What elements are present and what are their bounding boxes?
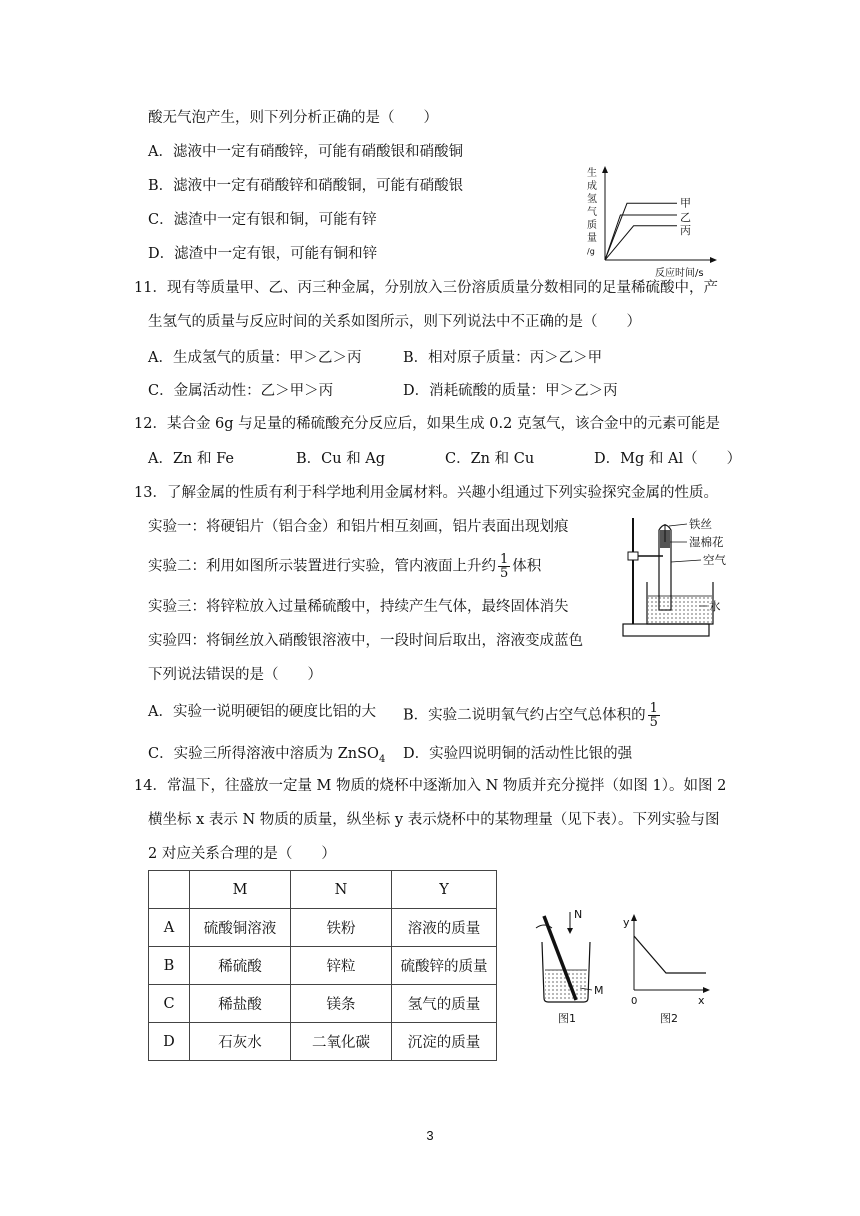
q11-y-label-char: /g <box>587 247 595 256</box>
table-cell: 稀硫酸 <box>190 947 291 985</box>
beaker-water <box>648 596 712 623</box>
down-arrow-icon <box>567 928 573 934</box>
page-number: 3 <box>426 1128 434 1143</box>
table-header-cell: Y <box>392 871 497 909</box>
q13-exp2-text: 实验二：利用如图所示装置进行实验，管内液面上升约 <box>148 558 496 575</box>
table-cell: 溶液的质量 <box>392 909 497 947</box>
q14-figure-1 <box>520 908 620 1028</box>
q13-apparatus-figure <box>615 512 740 642</box>
label-n: N <box>574 908 583 921</box>
q11-series-line <box>605 215 677 260</box>
q14-stem-line1: 14．常温下，往盛放一定量 M 物质的烧杯中逐渐加入 N 物质并充分搅拌（如图 1）。如图 2 <box>134 778 727 794</box>
q11-option-d: D．消耗硫酸的质量：甲＞乙＞丙 <box>403 383 618 399</box>
table-cell: D <box>149 1023 190 1061</box>
table-cell: C <box>149 985 190 1023</box>
table-header-cell: N <box>291 871 392 909</box>
q11-y-label-char: 量 <box>587 233 597 244</box>
q13-question: 下列说法错误的是（ ） <box>148 667 322 683</box>
fig2-y-label: y <box>623 916 630 929</box>
q11-stem-line2: 生氢气的质量与反应时间的关系如图所示，则下列说法中不正确的是（ ） <box>148 314 641 330</box>
q13-option-d: D．实验四说明铜的活动性比银的强 <box>403 746 633 762</box>
q10-option-d: D．滤渣中一定有银，可能有铜和锌 <box>148 246 378 262</box>
stand-base <box>623 624 709 636</box>
fig2-y-arrow <box>631 914 637 921</box>
label-water: 水 <box>709 599 721 613</box>
table-cell: B <box>149 947 190 985</box>
q14-stem-line2: 横坐标 x 表示 N 物质的质量，纵坐标 y 表示烧杯中的某物理量（见下表）。下列实验与图 <box>148 812 720 828</box>
q13-experiment-3: 实验三：将锌粒放入过量稀硫酸中，持续产生气体，最终固体消失 <box>148 599 569 615</box>
table-cell: 铁粉 <box>291 909 392 947</box>
q11-y-label-char: 质 <box>587 220 597 231</box>
q11-option-c: C．金属活动性：乙＞甲＞丙 <box>148 383 334 399</box>
table-cell: 锌粒 <box>291 947 392 985</box>
q13-experiment-4: 实验四：将铜丝放入硝酸银溶液中，一段时间后取出，溶液变成蓝色 <box>148 633 583 649</box>
q13-stem: 13．了解金属的性质有利于科学地利用金属材料。兴趣小组通过下列实验探究金属的性质。 <box>134 485 718 501</box>
q11-option-b: B．相对原子质量：丙＞乙＞甲 <box>403 350 603 366</box>
table-cell: 镁条 <box>291 985 392 1023</box>
q11-series-label: 丙 <box>680 223 691 237</box>
q13-option-c: C．实验三所得溶液中溶质为 ZnSO$_4$ <box>148 746 386 765</box>
fig2-curve <box>634 936 706 973</box>
table-cell: 沉淀的质量 <box>392 1023 497 1061</box>
q10-option-b: B．滤液中一定有硝酸锌和硝酸铜，可能有硝酸银 <box>148 178 464 194</box>
q14-figure-2 <box>620 912 720 1028</box>
q12-option-a: A．Zn 和 Fe <box>148 451 234 467</box>
q11-y-axis-label <box>587 166 597 256</box>
table-cell: A <box>149 909 190 947</box>
q11-stem-line1: 11．现有等质量甲、乙、丙三种金属，分别放入三份溶质质量分数相同的足量稀硫酸中，产 <box>134 280 718 296</box>
q13-option-a: A．实验一说明硬铝的硬度比铝的大 <box>148 704 376 720</box>
q11-series-label: 乙 <box>680 211 691 224</box>
fig2-x-label: x <box>698 994 705 1007</box>
q11-series-label: 甲 <box>680 196 691 210</box>
table-row <box>149 1023 497 1061</box>
table-row <box>149 947 497 985</box>
table-cell: 氢气的质量 <box>392 985 497 1023</box>
q11-x-axis-label: 反应时间/s <box>655 268 704 279</box>
q11-y-label-char: 气 <box>587 207 597 218</box>
table-row <box>149 909 497 947</box>
label-iron-wire: 铁丝 <box>689 517 712 531</box>
q11-y-arrow <box>602 166 608 173</box>
q13-experiment-2 <box>148 553 541 580</box>
q11-series-line <box>605 203 677 260</box>
q11-y-label-char: 生 <box>587 168 597 179</box>
one-fifth-fraction: $\frac{1}{5}$ <box>649 701 658 730</box>
q12-option-d: D．Mg 和 Al（ ） <box>594 451 742 467</box>
fig2-x-arrow <box>703 987 710 993</box>
fig2-origin-label: 0 <box>631 996 638 1007</box>
label-m: M <box>594 984 604 997</box>
table-cell: 石灰水 <box>190 1023 291 1061</box>
table-header-cell: M <box>190 871 291 909</box>
figure-2-caption: 图2 <box>660 1012 678 1025</box>
q14-stem-line3: 2 对应关系合理的是（ ） <box>148 846 336 862</box>
label-air: 空气 <box>703 553 726 567</box>
q11-y-label-char: 成 <box>587 181 597 192</box>
figure-1-caption: 图1 <box>558 1012 576 1025</box>
table-row <box>149 985 497 1023</box>
table-header-row <box>149 871 497 909</box>
q13-exp2-volume: 体积 <box>512 558 542 575</box>
one-fifth-fraction: $\frac{1}{5}$ <box>500 552 509 581</box>
q13-experiment-1: 实验一：将硬铝片（铝合金）和铝片相互刻画，铝片表面出现划痕 <box>148 519 569 535</box>
label-wet-cotton: 湿棉花 <box>689 535 724 549</box>
table-header-cell <box>149 871 190 909</box>
q11-hydrogen-chart <box>585 160 725 280</box>
table-cell: 硫酸锌的质量 <box>392 947 497 985</box>
table-cell: 稀盐酸 <box>190 985 291 1023</box>
clamp-boss <box>628 552 638 560</box>
q12-stem: 12．某合金 6g 与足量的稀硫酸充分反应后，如果生成 0.2 克氢气，该合金中的元素可能是 <box>134 416 720 432</box>
q11-y-label-char: 氢 <box>587 194 597 205</box>
q10-option-a: A．滤液中一定有硝酸锌，可能有硝酸银和硝酸铜 <box>148 144 463 160</box>
q13-option-b: B．实验二说明氧气约占空气总体积的 $\frac{1}{5}$ <box>403 701 658 730</box>
q14-options-table <box>148 870 497 1061</box>
q12-option-b: B．Cu 和 Ag <box>296 451 386 467</box>
table-cell: 硫酸铜溶液 <box>190 909 291 947</box>
table-cell: 二氧化碳 <box>291 1023 392 1061</box>
q12-option-c: C．Zn 和 Cu <box>445 451 535 467</box>
q11-x-arrow <box>710 257 717 263</box>
q10-option-c: C．滤渣中一定有银和铜，可能有锌 <box>148 212 377 228</box>
q10-stem-tail: 酸无气泡产生，则下列分析正确的是（ ） <box>148 110 438 126</box>
q11-option-a: A．生成氢气的质量：甲＞乙＞丙 <box>148 350 362 366</box>
